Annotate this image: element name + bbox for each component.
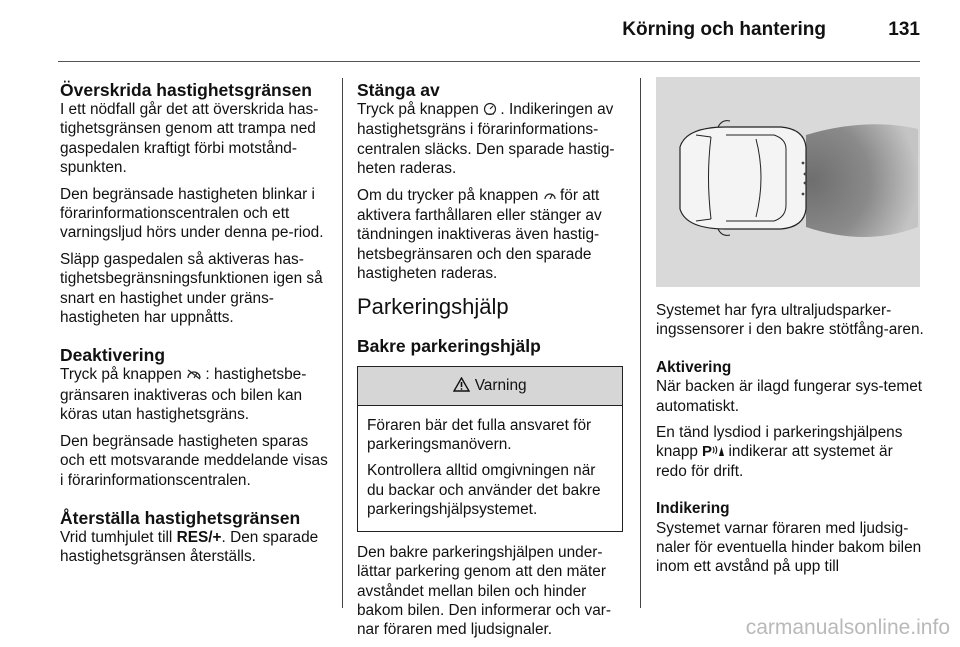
- paragraph: När backen är ilagd fungerar sys-temet automatiskt.: [656, 378, 923, 415]
- spacer: [656, 347, 926, 358]
- text: Vrid tumhjulet till: [60, 528, 173, 546]
- spacer: [656, 488, 926, 499]
- paragraph: Systemet har fyra ultraljudsparker-ingssensorer i den bakre stötfång-aren.: [656, 302, 924, 339]
- heading-override: Överskrida hastighetsgränsen: [60, 80, 312, 100]
- heading-rear-parking-assist: Bakre parkeringshjälp: [357, 335, 541, 356]
- parking-sensor-illustration: [656, 77, 920, 287]
- warning-body: [358, 406, 622, 531]
- paragraph: Systemet varnar föraren med ljudsig-naler för eventuella hinder bakom bilen inom ett avstånd på upp till: [656, 519, 922, 576]
- heading-indication: Indikering: [656, 500, 730, 518]
- cruise-control-icon: [543, 189, 560, 203]
- text: Om du trycker på knappen: [357, 186, 539, 204]
- speedometer-icon: [483, 103, 500, 117]
- paragraph: [357, 186, 627, 284]
- column-2: [357, 80, 627, 647]
- column-3: [656, 77, 926, 584]
- heading-restore: Återställa hastighetsgränsen: [60, 507, 301, 528]
- paragraph: [60, 365, 330, 424]
- text: . Den sparade hastighetsgränsen återställs.: [60, 528, 319, 566]
- watermark: carmanualsonline.info: [745, 616, 950, 639]
- paragraph: Släpp gaspedalen så aktiveras has-tighetsbegränsningsfunktionen igen så snart en hastighet under gräns-hastigheten har uppnåtts.: [60, 250, 323, 327]
- running-head: Körning och hantering: [622, 19, 826, 40]
- warning-paragraph: Föraren bär det fulla ansvaret för parkeringsmanövern.: [367, 416, 592, 454]
- column-1: [60, 80, 330, 574]
- text: . Indikeringen av hastighetsgräns i förarinformations-centralen släcks. Den sparade hastig-heten raderas.: [357, 101, 615, 178]
- text: : hastighetsbe-gränsaren inaktiveras och bilen kan köras utan hastighetsgräns.: [60, 366, 307, 424]
- warning-header: [358, 367, 622, 406]
- paragraph: I ett nödfall går det att överskrida has-tighetsgränsen genom att trampa ned gaspedalen kraftigt förbi motstånd-spunkten.: [60, 101, 319, 177]
- res-label: RES/+: [176, 528, 222, 546]
- text: för att aktivera farthållaren eller stänger av tändningen inaktiveras även hastig-hetsbegränsaren och den sparade hastigheten raderas.: [357, 186, 602, 283]
- spacer: [60, 334, 330, 345]
- spacer: [357, 532, 627, 543]
- spacer: [656, 287, 926, 301]
- warning-box: [357, 366, 623, 532]
- heading-parking-assist: Parkeringshjälp: [357, 293, 509, 319]
- text: Tryck på knappen: [357, 101, 479, 118]
- paragraph: Den begränsade hastigheten sparas och ett motsvarande meddelande visas i förarinformationscentralen.: [60, 432, 328, 489]
- page-number: 131: [888, 19, 920, 40]
- paragraph: [656, 423, 926, 481]
- paragraph: Den bakre parkeringshjälpen under-lättar parkering genom att den mäter avståndet mellan bilen och hinder bakom bilen. Den informerar och var-nar föraren med ljudsignaler.: [357, 543, 612, 639]
- column-divider-2: [640, 78, 641, 608]
- paragraph: Den begränsade hastigheten blinkar i förarinformationscentralen och ett varningsljud hörs under denna pe-riod.: [60, 185, 324, 242]
- park-assist-icon: [702, 443, 728, 460]
- heading-activation: Aktivering: [656, 358, 732, 376]
- heading-switch-off: Stänga av: [357, 80, 440, 100]
- svg-text:P: P: [702, 443, 713, 458]
- text: En tänd lysdiod i parkeringshjälpens knapp: [656, 424, 903, 461]
- column-divider-1: [342, 78, 343, 608]
- warning-title: Varning: [474, 376, 527, 394]
- paragraph: [357, 100, 627, 179]
- paragraph: [60, 528, 330, 567]
- warning-paragraph: Kontrollera alltid omgivningen när du backar och använder det bakre parkeringshjälpsystemet.: [367, 462, 601, 519]
- limiter-off-icon: [186, 368, 205, 382]
- text: Tryck på knappen: [60, 366, 182, 384]
- heading-deactivation: Deaktivering: [60, 345, 166, 366]
- warning-triangle-icon: [453, 377, 474, 394]
- text: indikerar att systemet är redo för drift.: [656, 443, 893, 480]
- spacer: [60, 497, 330, 508]
- header-rule: [58, 61, 920, 62]
